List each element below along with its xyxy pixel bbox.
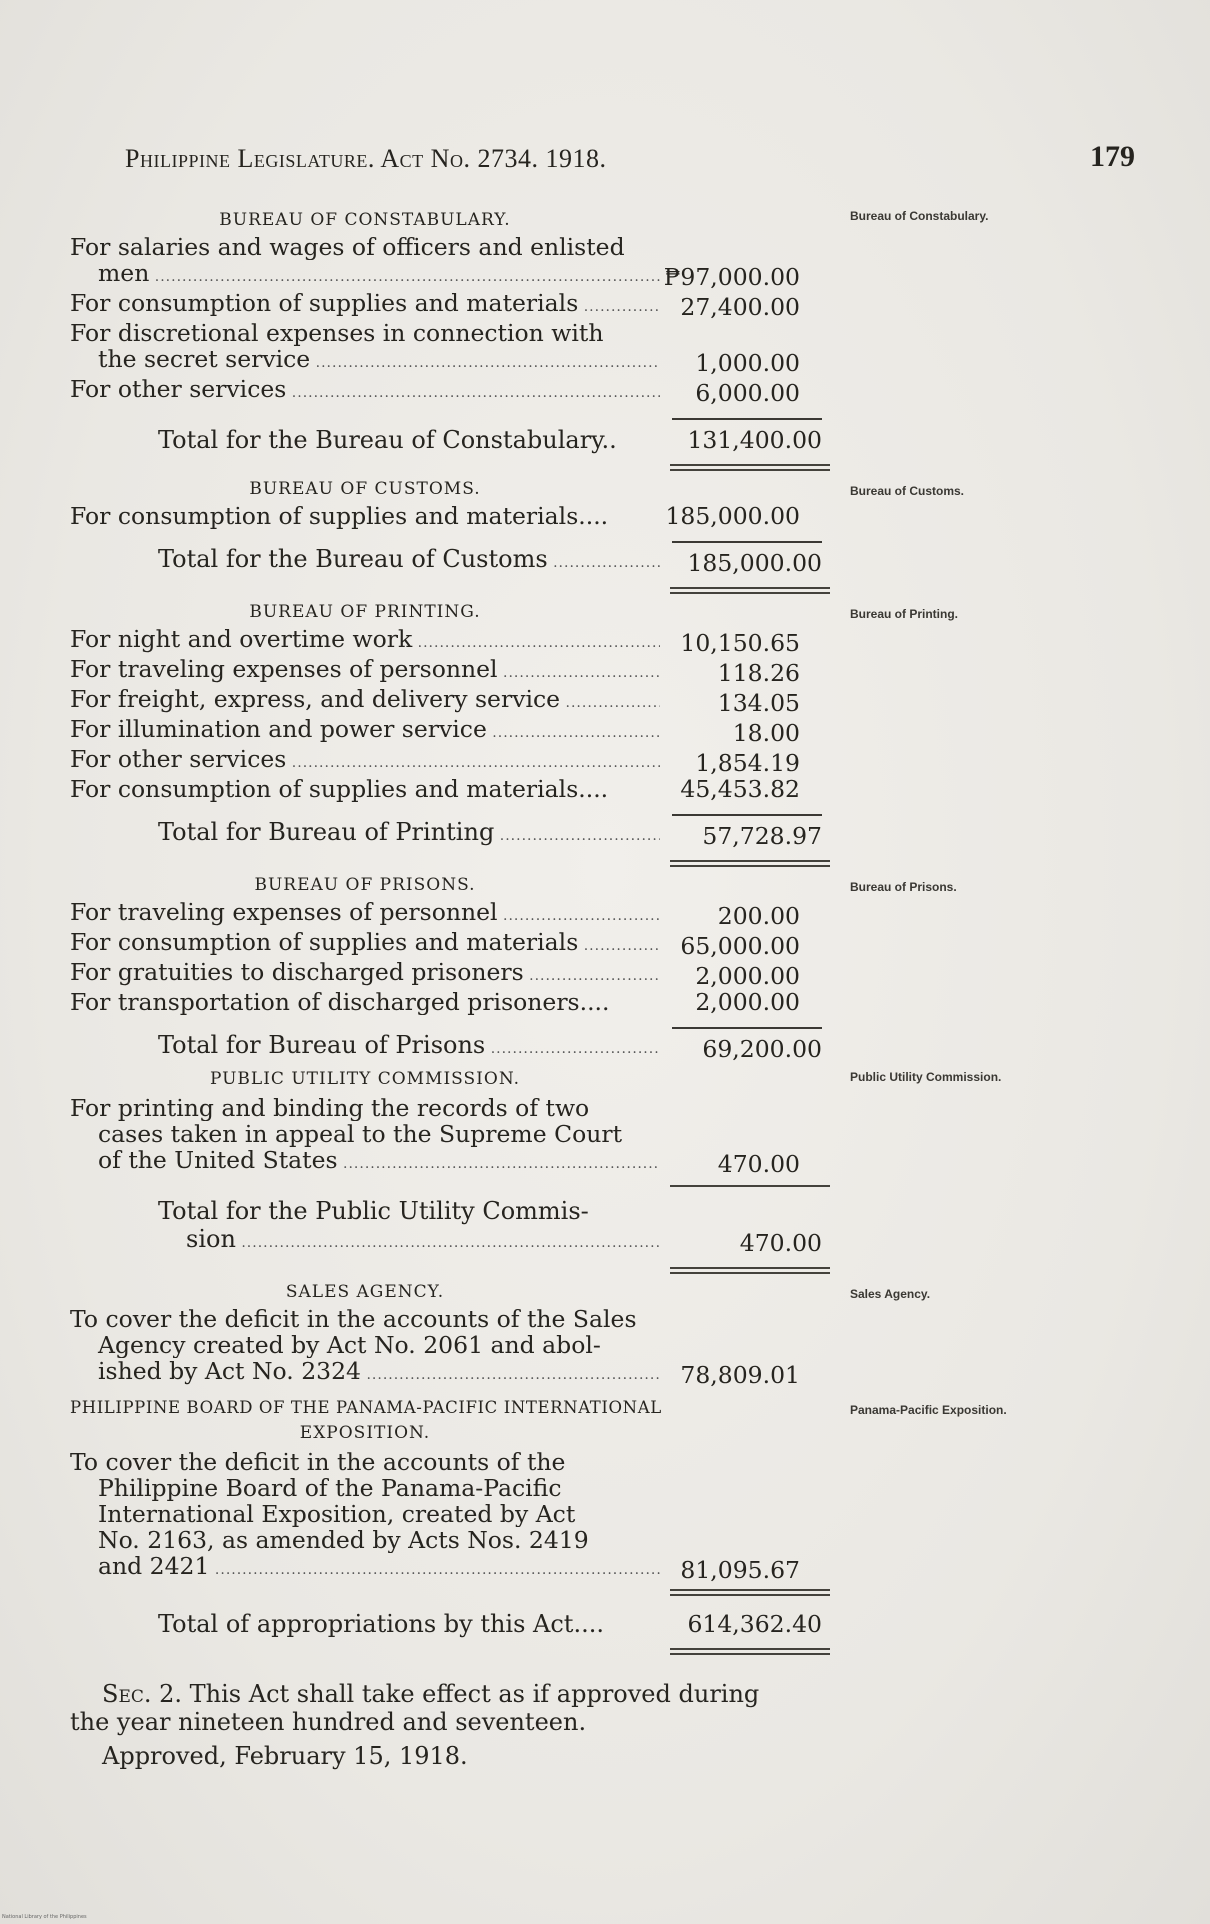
- item-text: International Exposition, created by Act: [98, 1501, 576, 1527]
- item-text: the secret service .....: [70, 346, 660, 376]
- margin-note-constabulary: Bureau of Constabulary.: [850, 209, 989, 223]
- section-title-constabulary: BUREAU OF CONSTABULARY.: [219, 210, 511, 230]
- running-head: Philippine Legislature. Act No. 2734. 1918.: [125, 144, 607, 173]
- section-title-sales-agency: SALES AGENCY.: [285, 1282, 445, 1302]
- item-amount: 65,000.00: [680, 932, 800, 960]
- double-rule: [670, 1589, 830, 1596]
- item-text: ished by Act No. 2324 .....: [70, 1358, 660, 1388]
- line-item: [70, 959, 830, 989]
- line-item: [70, 290, 830, 320]
- line-item: [70, 899, 830, 929]
- item-text: men .....: [70, 260, 660, 290]
- item-amount: ₱97,000.00: [663, 263, 800, 291]
- item-text: For salaries and wages of officers and enlisted: [70, 234, 625, 260]
- item-amount: 6,000.00: [695, 379, 800, 407]
- line-item: [70, 776, 830, 802]
- section-label: Sec. 2.: [102, 1680, 183, 1708]
- item-text: For night and overtime work .....: [70, 626, 660, 656]
- double-rule: [670, 1267, 830, 1274]
- item-text: cases taken in appeal to the Supreme Court: [98, 1121, 623, 1147]
- total-label: Total for Bureau of Prisons .....: [158, 1031, 660, 1063]
- section-text: This Act shall take effect as if approved during: [189, 1680, 760, 1708]
- item-amount: 118.26: [717, 659, 800, 687]
- item-text: For other services .....: [70, 376, 660, 406]
- margin-note-panama: Panama-Pacific Exposition.: [850, 1403, 1007, 1417]
- total-amount: 131,400.00: [672, 418, 822, 454]
- item-amount: 2,000.00: [695, 988, 800, 1016]
- section-title-customs: BUREAU OF CUSTOMS.: [249, 479, 481, 499]
- item-text: and 2421 .....: [70, 1553, 660, 1583]
- item-text: For freight, express, and delivery service .....: [70, 686, 660, 716]
- item-text: Agency created by Act No. 2061 and abol-: [98, 1332, 601, 1358]
- total-amount: 57,728.97: [672, 814, 822, 850]
- total-amount: 185,000.00: [672, 541, 822, 577]
- item-amount: 1,000.00: [695, 349, 800, 377]
- section-title-public-utility: PUBLIC UTILITY COMMISSION.: [209, 1069, 521, 1089]
- footer-credit: National Library of the Philippines: [2, 1914, 87, 1920]
- item-text: For illumination and power service .....: [70, 716, 660, 746]
- total-amount: 69,200.00: [672, 1027, 822, 1063]
- margin-note-prisons: Bureau of Prisons.: [850, 880, 957, 894]
- section-title-printing: BUREAU OF PRINTING.: [249, 602, 481, 622]
- section-title-panama-2: EXPOSITION.: [299, 1423, 431, 1443]
- item-text: For gratuities to discharged prisoners .....: [70, 959, 660, 989]
- page-number: 179: [1090, 140, 1135, 173]
- double-rule: [670, 464, 830, 471]
- item-text: For traveling expenses of personnel .....: [70, 899, 660, 929]
- item-text: For traveling expenses of personnel .....: [70, 656, 660, 686]
- item-amount: 10,150.65: [680, 629, 800, 657]
- line-item: [70, 686, 830, 716]
- section-total: [70, 418, 830, 454]
- total-label: Total for the Bureau of Constabulary..: [158, 426, 617, 454]
- total-amount: 470.00: [739, 1229, 822, 1257]
- line-item: [70, 320, 830, 376]
- item-text: For consumption of supplies and materials....: [70, 776, 609, 802]
- line-item: [70, 1306, 830, 1388]
- line-item: [70, 656, 830, 686]
- appropriations-table: [70, 204, 1007, 1663]
- section-prisons: [70, 875, 957, 1063]
- section-total: [70, 541, 830, 577]
- line-item: [70, 746, 830, 776]
- item-text: Philippine Board of the Panama-Pacific: [98, 1475, 562, 1501]
- item-text: For discretional expenses in connection with: [70, 320, 604, 346]
- item-amount: 78,809.01: [680, 1361, 800, 1389]
- margin-note-sales-agency: Sales Agency.: [850, 1287, 931, 1301]
- double-rule: [670, 1648, 830, 1655]
- item-amount: 470.00: [717, 1150, 800, 1178]
- section-text-2: the year nineteen hundred and seventeen.: [70, 1708, 587, 1736]
- section-sales-agency: [70, 1282, 931, 1389]
- line-item: [70, 234, 830, 290]
- section-title-panama-1: PHILIPPINE BOARD OF THE PANAMA-PACIFIC INTERNATIONAL: [70, 1398, 662, 1417]
- line-item: [70, 929, 830, 959]
- item-amount: 18.00: [732, 719, 800, 747]
- item-amount: 200.00: [717, 902, 800, 930]
- line-item: [70, 376, 830, 406]
- margin-note-printing: Bureau of Printing.: [850, 607, 958, 621]
- rule: [670, 1185, 830, 1187]
- item-amount: 1,854.19: [695, 749, 800, 777]
- margin-note-customs: Bureau of Customs.: [850, 484, 965, 498]
- item-amount: 134.05: [717, 689, 800, 717]
- approval-date: Approved, February 15, 1918.: [102, 1742, 468, 1770]
- item-text: For other services .....: [70, 746, 660, 776]
- double-rule: [670, 587, 830, 594]
- section-total: [70, 1197, 830, 1257]
- section-panama-pacific: [70, 1398, 1007, 1655]
- item-amount: 185,000.00: [665, 502, 800, 530]
- item-text: To cover the deficit in the accounts of the: [70, 1449, 566, 1475]
- item-amount: 81,095.67: [680, 1556, 800, 1584]
- page-header: [125, 140, 1135, 180]
- section-printing: [70, 602, 958, 867]
- grand-total-amount: 614,362.40: [687, 1610, 822, 1638]
- item-amount: 45,453.82: [680, 775, 800, 803]
- item-amount: 27,400.00: [680, 293, 800, 321]
- closing-text: [70, 1680, 830, 1770]
- line-item: [70, 1449, 830, 1583]
- line-item: [70, 503, 830, 529]
- total-label: Total for the Public Utility Commis-: [158, 1197, 589, 1225]
- section-total: [70, 814, 830, 850]
- margin-note-public-utility: Public Utility Commission.: [850, 1070, 1002, 1084]
- item-text: For consumption of supplies and materials .....: [70, 290, 660, 320]
- item-amount: 2,000.00: [695, 962, 800, 990]
- section-public-utility: [70, 1069, 1002, 1274]
- item-text: For transportation of discharged prisoners....: [70, 989, 610, 1015]
- double-rule: [670, 860, 830, 867]
- item-text: of the United States .....: [70, 1147, 660, 1177]
- section-customs: [70, 479, 965, 594]
- item-text: To cover the deficit in the accounts of the Sales: [70, 1306, 637, 1332]
- section-total: [70, 1027, 830, 1063]
- grand-total: [70, 1604, 830, 1638]
- line-item: [70, 989, 830, 1015]
- total-label: Total for Bureau of Printing .....: [158, 818, 660, 850]
- item-text: For consumption of supplies and materials....: [70, 503, 609, 529]
- total-label: Total for the Bureau of Customs .....: [158, 545, 660, 577]
- section-constabulary: [70, 209, 989, 471]
- grand-total-label: Total of appropriations by this Act....: [158, 1610, 604, 1638]
- section-title-prisons: BUREAU OF PRISONS.: [254, 875, 476, 895]
- line-item: [70, 626, 830, 656]
- item-text: For consumption of supplies and materials .....: [70, 929, 660, 959]
- total-label: sion .....: [158, 1225, 660, 1257]
- line-item: [70, 716, 830, 746]
- line-item: [70, 1095, 830, 1177]
- item-text: No. 2163, as amended by Acts Nos. 2419: [98, 1527, 589, 1553]
- item-text: For printing and binding the records of two: [70, 1095, 590, 1121]
